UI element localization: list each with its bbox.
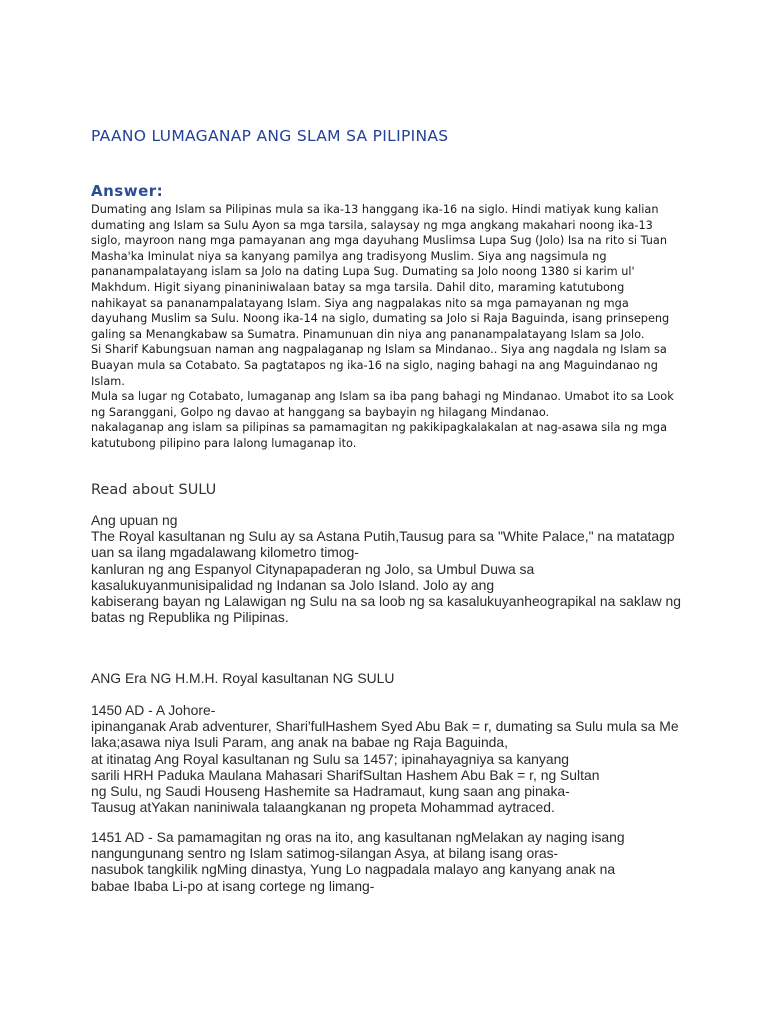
entry-line: 1450 AD - A Johore- — [91, 702, 216, 718]
answer-label: Answer: — [91, 182, 164, 200]
entry-line: at itinatag Ang Royal kasultanan ng Sulu sa 1457; ipinahayagniya sa kanyang — [91, 750, 570, 767]
answer-line: siglo, mayroon nang mga pamayanan ang mga dayuhang Muslimsa Lupa Sug (Jolo) Isa na rito si Tuan — [91, 234, 668, 248]
answer-line: Mula sa lugar ng Cotabato, lumaganap ang Islam sa iba pang bahagi ng Mindanao. Umabot ito sa Look — [91, 390, 674, 404]
answer-line: katutubong pilipino para lalong lumaganap ito. — [91, 436, 357, 450]
entry-line: nangungunang sentro ng Islam satimog-silangan Asya, at bilang isang oras- — [91, 845, 559, 862]
answer-line: Si Sharif Kabungsuan naman ang nagpalaganap ng Islam sa Mindanao.. Siya ang nagdala ng Islam sa — [91, 343, 667, 357]
entry-line: Tausug atYakan naniniwala talaangkanan ng propeta Mohammad aytraced. — [91, 799, 555, 816]
answer-line: Makhdum. Higit siyang pinaniniwalaan batay sa mga tarsila. Dahil dito, maraming katutubong — [91, 280, 625, 294]
answer-line: dayuhang Muslim sa Sulu. Noong ika-14 na siglo, dumating sa Jolo si Raja Baguinda, isang prinsepeng — [91, 312, 670, 326]
page-title: PAANO LUMAGANAP ANG SLAM SA PILIPINAS — [91, 127, 449, 145]
entry-line: sarili HRH Paduka Maulana Mahasari SharifSultan Hashem Abu Bak = r, ng Sultan — [91, 766, 600, 783]
answer-line: Islam. — [91, 374, 125, 388]
sulu-line: The Royal kasultanan ng Sulu ay sa Astana Putih,Tausug para sa "White Palace," na matatagp — [91, 528, 675, 545]
answer-line: pananampalatayang islam sa Jolo na dating Lupa Sug. Dumating sa Jolo noong 1380 si karim ul' — [91, 265, 635, 279]
answer-line: dumating ang Islam sa Sulu Ayon sa mga tarsila, salaysay ng mga angkang makahari noong ika-13 — [91, 218, 653, 232]
history-entry — [91, 829, 711, 894]
sulu-line: kasalukuyanmunisipalidad ng Indanan sa Jolo Island. Jolo ay ang — [91, 576, 495, 593]
entry-line: ipinanganak Arab adventurer, Shari'fulHashem Syed Abu Bak = r, dumating sa Sulu mula sa Me — [91, 718, 679, 735]
answer-line: nakalaganap ang islam sa pilipinas sa pamamagitan ng pakikipagkalakalan at nag-asawa sila ng mga — [91, 421, 667, 435]
sulu-paragraph — [91, 512, 701, 625]
history-entry — [91, 702, 711, 815]
read-about-heading: Read about SULU — [91, 482, 217, 498]
answer-line: Masha'ka Iminulat niya sa kanyang pamilya ang tradisyong Muslim. Siya ang nagsimula ng — [91, 249, 607, 263]
entry-line: ng Sulu, ng Saudi Houseng Hashemite sa Hadramaut, kung saan ang pinaka- — [91, 783, 570, 800]
answer-paragraph — [91, 202, 691, 452]
entry-line: babae Ibaba Li-po at isang cortege ng limang- — [91, 877, 375, 894]
era-heading: ANG Era NG H.M.H. Royal kasultanan NG SULU — [91, 670, 395, 686]
sulu-line: uan sa ilang mgadalawang kilometro timog- — [91, 544, 359, 561]
sulu-line: Ang upuan ng — [91, 512, 178, 528]
answer-line: galing sa Menangkabaw sa Sumatra. Pinamunuan din niya ang pananampalatayang Islam sa Jolo. — [91, 327, 645, 341]
entry-line: 1451 AD - Sa pamamagitan ng oras na ito, ang kasultanan ngMelakan ay naging isang — [91, 829, 625, 845]
entry-line: laka;asawa niya Isuli Param, ang anak na babae ng Raja Baguinda, — [91, 734, 508, 751]
sulu-line: batas ng Republika ng Pilipinas. — [91, 609, 289, 626]
sulu-line: kabiserang bayan ng Lalawigan ng Sulu na sa loob ng sa kasalukuyanheograpikal na saklaw ng — [91, 593, 681, 610]
sulu-line: kanluran ng ang Espanyol Citynapapaderan ng Jolo, sa Umbul Duwa sa — [91, 560, 535, 577]
answer-line: nahikayat sa pananampalatayang Islam. Siya ang nagpalakas nito sa mga pamayanan ng mga — [91, 296, 629, 310]
answer-line: Buayan mula sa Cotabato. Sa pagtatapos ng ika-16 na siglo, naging bahagi na ang Maguindanao ng — [91, 358, 658, 372]
answer-line: Dumating ang Islam sa Pilipinas mula sa ika-13 hanggang ika-16 na siglo. Hindi matiyak kung kalian — [91, 203, 659, 216]
entry-line: nasubok tangkilik ngMing dinastya, Yung Lo nagpadala malayo ang kanyang anak na — [91, 861, 616, 878]
answer-line: ng Saranggani, Golpo ng davao at hanggang sa baybayin ng hilagang Mindanao. — [91, 405, 550, 419]
